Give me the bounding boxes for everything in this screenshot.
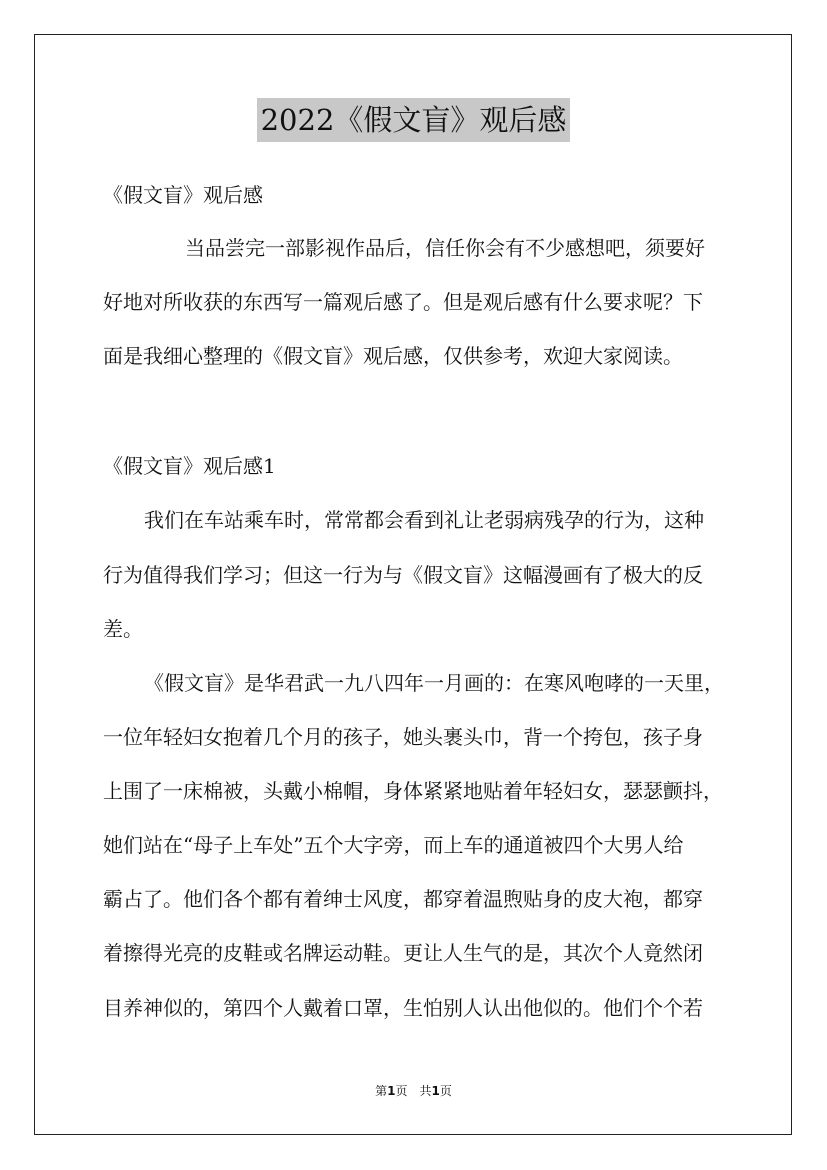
intro-line: 面是我细心整理的《假文盲》观后感，仅供参考，欢迎大家阅读。 — [103, 344, 683, 368]
intro-line: 当品尝完一部影视作品后，信任你会有不少感想吧，须要好 — [185, 236, 705, 260]
paragraph-line: 上围了一床棉被，头戴小棉帽，身体紧紧地贴着年轻妇女，瑟瑟颤抖， — [103, 779, 723, 803]
paragraph-line: 着擦得光亮的皮鞋或名牌运动鞋。更让人生气的是，其次个人竟然闭 — [103, 941, 703, 965]
document-title: 2022《假文盲》观后感 — [257, 98, 571, 142]
document-title-row — [0, 98, 827, 142]
subtitle: 《假文盲》观后感 — [103, 183, 263, 207]
paragraph-line: 差。 — [103, 617, 143, 641]
paragraph-line: 霸占了。他们各个都有着绅士风度，都穿着温煦贴身的皮大袍，都穿 — [103, 887, 703, 911]
paragraph-line: 目养神似的，第四个人戴着口罩，生怕别人认出他似的。他们个个若 — [103, 996, 703, 1020]
paragraph-line: 《假文盲》是华君武一九八四年一月画的：在寒风咆哮的一天里， — [144, 671, 724, 695]
paragraph-line: 一位年轻妇女抱着几个月的孩子，她头裹头巾，背一个挎包，孩子身 — [103, 725, 703, 749]
page-footer — [0, 1083, 827, 1099]
section-heading: 《假文盲》观后感1 — [103, 454, 276, 478]
paragraph-line: 我们在车站乘车时，常常都会看到礼让老弱病残孕的行为，这种 — [144, 508, 704, 532]
footer-total-pages: 1 — [431, 1084, 440, 1098]
footer-mid: 页 共 — [395, 1084, 432, 1098]
footer-suffix: 页 — [439, 1084, 452, 1098]
footer-prefix: 第 — [375, 1084, 388, 1098]
paragraph-line: 她们站在“母子上车处”五个大字旁，而上车的通道被四个大男人给 — [103, 833, 684, 857]
intro-line: 好地对所收获的东西写一篇观后感了。但是观后感有什么要求呢？下 — [103, 290, 703, 314]
footer-page-number: 1 — [387, 1084, 396, 1098]
paragraph-line: 行为值得我们学习；但这一行为与《假文盲》这幅漫画有了极大的反 — [103, 563, 703, 587]
